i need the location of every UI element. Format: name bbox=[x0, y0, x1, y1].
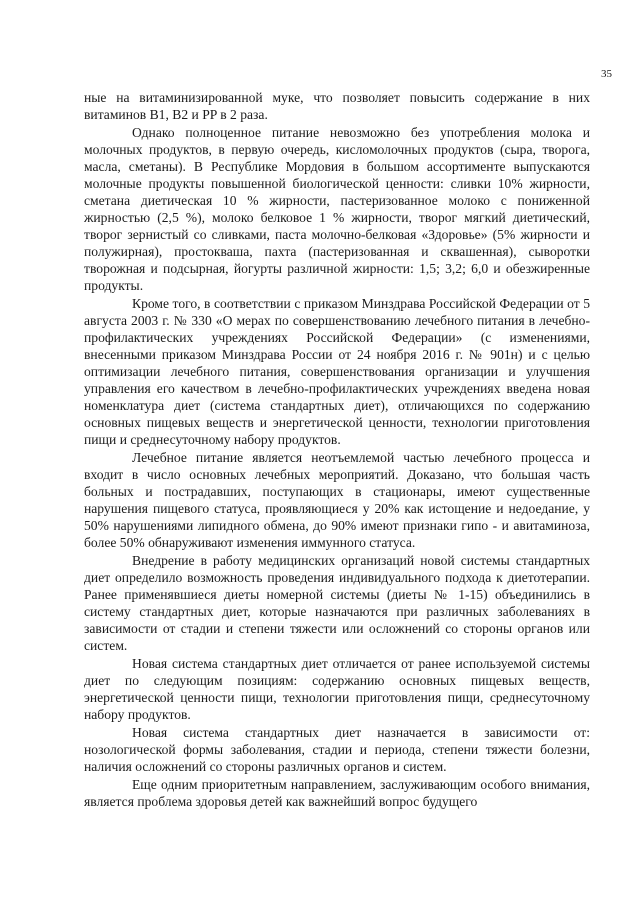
paragraph-therapeutic-nutrition: Лечебное питание является неотъемлемой частью лечебного процесса и входит в число основных лечебных мероприятий. Доказано, что большая часть больных и пострадавших, поступающих в стационары, имеют существенные нарушения пищевого статуса, проявляющиеся у 20% как истощение и недоедание, у 50% нарушениями липидного обмена, до 90% имеют признаки гипо - и авитаминоза, более 50% обнаруживают изменения иммунного статуса. bbox=[84, 450, 590, 550]
document-body bbox=[84, 89, 590, 810]
page-number: 35 bbox=[601, 68, 612, 80]
paragraph-standard-diets-differences: Новая система стандартных диет отличается от ранее используемой системы диет по следующим позициям: содержанию основных пищевых веществ, энергетической ценности пищи, технологии приготовления пищи, среднесуточному набору продуктов. bbox=[84, 656, 590, 722]
paragraph-child-health: Еще одним приоритетным направлением, заслуживающим особого внимания, является проблема здоровья детей как важнейший вопрос будущего bbox=[84, 777, 590, 809]
paragraph-standard-diets-assignment: Новая система стандартных диет назначается в зависимости от: нозологической формы заболевания, стадии и периода, степени тяжести болезни, наличия осложнений со стороны различных органов и систем. bbox=[84, 725, 590, 774]
paragraph-ministry-order: Кроме того, в соответствии с приказом Минздрава Российской Федерации от 5 августа 2003 г. № 330 «О мерах по совершенствованию лечебного питания в лечебно-профилактических учреждениях Российской Федерации» (с изменениями, внесенными приказом Минздрава России от 24 ноября 2016 г. № 901н) и с целью оптимизации лечебного питания, совершенствования организации и улучшения управления его качеством в лечебно-профилактических учреждениях введена новая номенклатура диет (система стандартных диет), отличающихся по содержанию основных пищевых веществ и энергетической ценности, технологии приготовления пищи и среднесуточному набору продуктов. bbox=[84, 296, 590, 447]
paragraph-continuation: ные на витаминизированной муке, что позволяет повысить содержание в них витаминов В1, В2 и PP в 2 раза. bbox=[84, 90, 590, 122]
paragraph-dairy-products: Однако полноценное питание невозможно без употребления молока и молочных продуктов, в первую очередь, кисломолочных продуктов (сыра, творога, масла, сметаны). В Республике Мордовия в большом ассортименте выпускаются молочные продукты повышенной биологической ценности: сливки 10% жирности, сметана диетическая 10 % жирности, пастеризованное молоко с пониженной жирностью (2,5 %), молоко белковое 1 % жирности, творог мягкий диетический, творог зернистый со сливками, паста молочно-белковая «Здоровье» (5% жирности и полужирная), простокваша, пахта (пастеризованная и сквашенная), сыворотки творожная и подсырная, йогурты различной жирности: 1,5; 3,2; 6,0 и обезжиренные продукты. bbox=[84, 125, 590, 293]
paragraph-standard-diets-introduction: Внедрение в работу медицинских организаций новой системы стандартных диет определило возможность проведения индивидуального подхода к диетотерапии. Ранее применявшиеся диеты номерной системы (диеты № 1-15) объединились в систему стандартных диет, которые назначаются при различных заболеваниях в зависимости от стадии и степени тяжести или осложнений со стороны органов или систем. bbox=[84, 553, 590, 653]
